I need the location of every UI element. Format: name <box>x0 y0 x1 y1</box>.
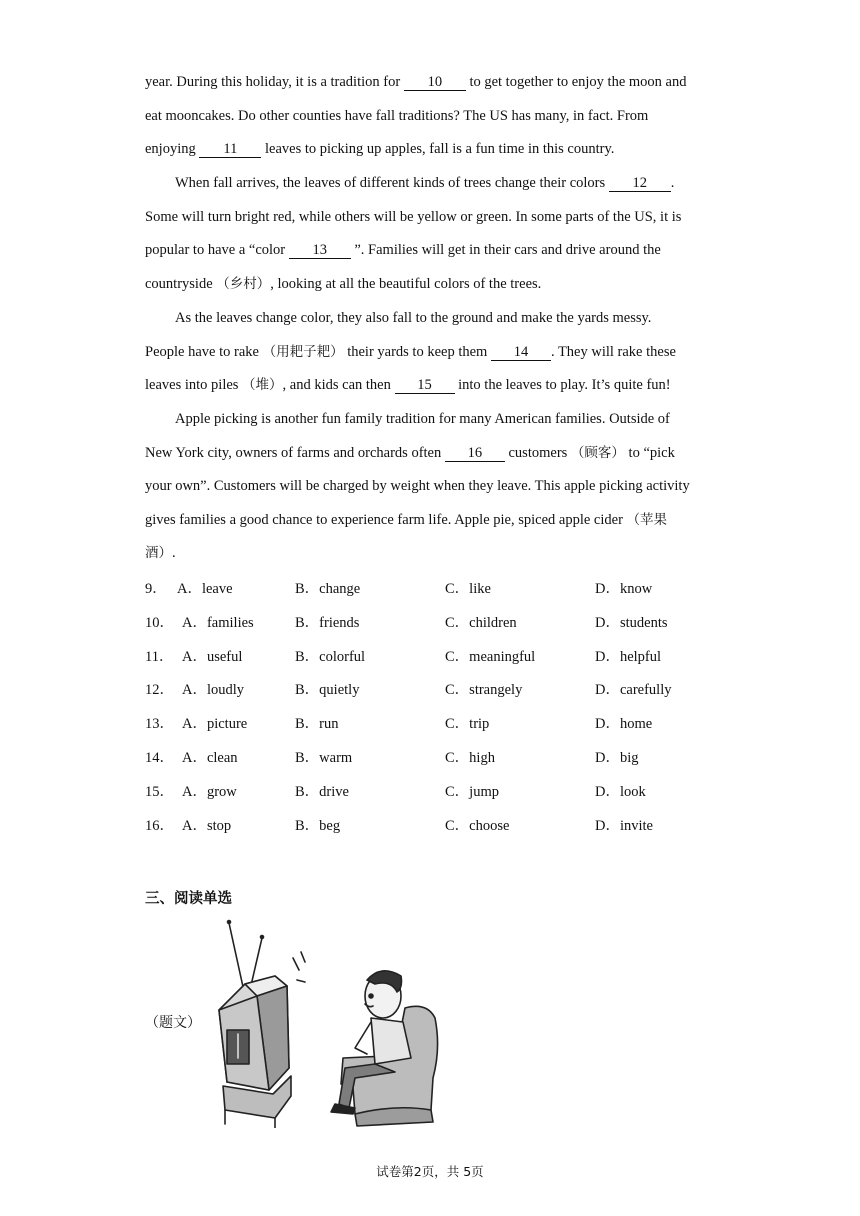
option-a[interactable]: A．grow <box>182 783 237 800</box>
blank-14: 14 <box>491 344 551 361</box>
man-watching-tv-illustration <box>205 918 455 1128</box>
option-a[interactable]: A．clean <box>182 749 238 766</box>
option-b[interactable]: B．drive <box>295 783 349 800</box>
blank-12: 12 <box>609 175 671 192</box>
option-d[interactable]: D．students <box>595 614 668 631</box>
option-a[interactable]: A．picture <box>182 716 248 733</box>
option-c[interactable]: C．like <box>445 581 491 597</box>
question-row: 12． A．loudly B．quietly C．strangely D．carefully <box>145 674 745 708</box>
option-b[interactable]: B．quietly <box>295 682 360 699</box>
option-b[interactable]: B．beg <box>295 817 341 834</box>
option-c[interactable]: C．jump <box>445 783 499 800</box>
blank-16: 16 <box>445 445 505 462</box>
option-d[interactable]: D．look <box>595 783 646 800</box>
option-d[interactable]: D．home <box>595 716 653 733</box>
passage-paragraph-3: As the leaves change color, they also fall to the ground and make the yards messy. People have to rake （用耙子耙） their yards to keep them 14 . They will rake these leaves into piles （堆）, and kids can then 15 into the leaves to play. It’s quite fun! <box>145 310 676 394</box>
question-row: 9． A．leave B．change C．like D．know <box>145 573 745 607</box>
option-c[interactable]: C．choose <box>445 817 510 834</box>
option-b[interactable]: B．change <box>295 581 361 597</box>
question-row: 16． A．stop B．beg C．choose D．invite <box>145 810 745 844</box>
option-a[interactable]: A．stop <box>182 817 232 834</box>
question-stem-label: （题文） <box>145 1015 201 1031</box>
section-title: 三、阅读单选 <box>145 891 232 907</box>
option-a[interactable]: A．loudly <box>182 682 245 699</box>
option-d[interactable]: D．invite <box>595 817 653 834</box>
question-row: 15． A．grow B．drive C．jump D．look <box>145 776 745 810</box>
question-row: 13． A．picture B．run C．trip D．home <box>145 708 745 742</box>
option-d[interactable]: D．helpful <box>595 648 662 665</box>
passage-paragraph-4: Apple picking is another fun family tradition for many American families. Outside of New York city, owners of farms and orchards often 16 customers （顾客） to “pick your own”. Customers will be charged by weight when they leave. This apple picking activity gives families a good chance to experience farm life. Apple pie, spiced apple cider （苹果 酒）. <box>145 411 690 562</box>
option-b[interactable]: B．friends <box>295 614 360 631</box>
option-a[interactable]: A．leave <box>177 581 233 597</box>
passage-paragraph-1: year. During this holiday, it is a tradition for 10 to get together to enjoy the moon and eat mooncakes. Do other counties have fall traditions? The US has many, in fact. From enjoying 11 leaves to picking up apples, fall is a fun time in this country. <box>145 74 687 158</box>
page-footer: 试卷第2页，共 5页 <box>376 1164 484 1179</box>
question-row: 14． A．clean B．warm C．high D．big <box>145 742 745 776</box>
option-b[interactable]: B．colorful <box>295 648 366 665</box>
question-options <box>145 573 745 843</box>
option-d[interactable]: D．carefully <box>595 682 672 699</box>
blank-13: 13 <box>289 242 351 259</box>
blank-15: 15 <box>395 377 455 394</box>
option-a[interactable]: A．families <box>182 614 254 631</box>
option-b[interactable]: B．warm <box>295 749 353 766</box>
blank-11: 11 <box>199 141 261 158</box>
option-c[interactable]: C．strangely <box>445 682 523 699</box>
option-c[interactable]: C．children <box>445 614 517 631</box>
blank-10: 10 <box>404 74 466 91</box>
option-c[interactable]: C．high <box>445 749 495 766</box>
option-a[interactable]: A．useful <box>182 648 243 665</box>
option-c[interactable]: C．trip <box>445 716 490 733</box>
option-d[interactable]: D．big <box>595 749 639 766</box>
option-d[interactable]: D．know <box>595 581 653 597</box>
option-b[interactable]: B．run <box>295 716 339 733</box>
question-row: 11． A．useful B．colorful C．meaningful D．helpful <box>145 641 745 675</box>
question-row: 10． A．families B．friends C．children D．students <box>145 607 745 641</box>
option-c[interactable]: C．meaningful <box>445 648 536 665</box>
passage-paragraph-2: When fall arrives, the leaves of different kinds of trees change their colors 12 . Some will turn bright red, while others will be yellow or green. In some parts of the US, it is popular to have a “color 13 ”. Families will get in their cars and drive around the countryside （乡村）, looking at all the beautiful colors of the trees. <box>145 175 682 292</box>
